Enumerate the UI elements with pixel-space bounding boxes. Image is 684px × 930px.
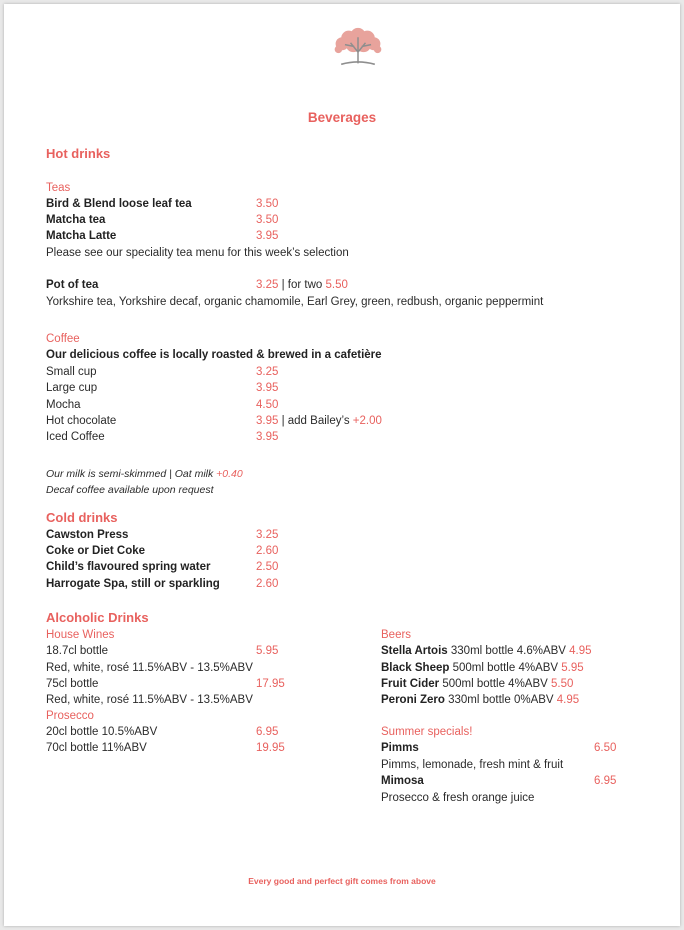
teas-heading: Teas bbox=[46, 182, 71, 194]
menu-item-price: 3.95 bbox=[256, 230, 279, 242]
menu-item-price: 19.95 bbox=[256, 742, 285, 754]
page-title: Beverages bbox=[307, 110, 377, 125]
menu-item-price: 6.95 bbox=[256, 726, 279, 738]
summer-specials-heading: Summer specials! bbox=[381, 726, 473, 738]
pimms-description: Pimms, lemonade, fresh mint & fruit bbox=[381, 759, 564, 771]
beer-detail: 500ml bottle 4%ABV bbox=[449, 662, 562, 674]
menu-item-name: Fruit Cider bbox=[381, 678, 440, 690]
coffee-heading: Coffee bbox=[46, 333, 80, 345]
menu-item-name: Iced Coffee bbox=[46, 431, 105, 443]
house-wines-heading: House Wines bbox=[46, 629, 115, 641]
menu-page bbox=[4, 4, 680, 926]
oat-milk-price: +0.40 bbox=[216, 468, 243, 480]
menu-item-price: 3.25 bbox=[256, 529, 279, 541]
mimosa-description: Prosecco & fresh orange juice bbox=[381, 792, 535, 804]
menu-item-price: 3.95 bbox=[256, 415, 279, 427]
menu-item-price: 2.60 bbox=[256, 578, 279, 590]
menu-item-name: Coke or Diet Coke bbox=[46, 545, 146, 557]
menu-item-name: Bird & Blend loose leaf tea bbox=[46, 198, 192, 210]
menu-item-price: 5.50 bbox=[551, 678, 574, 690]
menu-item-price: 2.60 bbox=[256, 545, 279, 557]
beer-row bbox=[381, 661, 584, 675]
wine-description: Red, white, rosé 11.5%ABV - 13.5%ABV bbox=[46, 694, 253, 706]
menu-item-name: Matcha tea bbox=[46, 214, 106, 226]
menu-item-name: Large cup bbox=[46, 382, 98, 394]
menu-item-price: 5.95 bbox=[561, 662, 584, 674]
beer-detail: 330ml bottle 4.6%ABV bbox=[447, 645, 570, 657]
menu-item-name: 20cl bottle 10.5%ABV bbox=[46, 726, 158, 738]
menu-item-name: Peroni Zero bbox=[381, 694, 445, 706]
beer-row bbox=[381, 677, 573, 691]
decaf-note: Decaf coffee available upon request bbox=[46, 484, 214, 496]
menu-item-name: Harrogate Spa, still or sparkling bbox=[46, 578, 220, 590]
coffee-subheading: Our delicious coffee is locally roasted & brewed in a cafetière bbox=[46, 349, 382, 361]
menu-item-price: 3.25 bbox=[256, 279, 279, 291]
baileys-price: +2.00 bbox=[352, 415, 382, 427]
footer-tagline: Every good and perfect gift comes from above bbox=[248, 876, 436, 886]
baileys-label: | add Bailey’s bbox=[278, 415, 353, 427]
milk-note bbox=[46, 467, 243, 481]
menu-item-name: Hot chocolate bbox=[46, 415, 117, 427]
menu-item-price: 3.95 bbox=[256, 431, 279, 443]
menu-item-name: Stella Artois bbox=[381, 645, 448, 657]
menu-item-price: 4.95 bbox=[569, 645, 592, 657]
hot-drinks-heading: Hot drinks bbox=[46, 146, 111, 161]
menu-item-name: Mocha bbox=[46, 399, 81, 411]
menu-item-price: 3.50 bbox=[256, 214, 279, 226]
menu-item-name: Small cup bbox=[46, 366, 97, 378]
menu-item-price: 4.95 bbox=[556, 694, 580, 706]
menu-item-price: 6.95 bbox=[594, 775, 617, 787]
menu-item-name: 18.7cl bottle bbox=[46, 645, 109, 657]
tea-note: Please see our speciality tea menu for this week’s selection bbox=[46, 247, 349, 259]
prosecco-heading: Prosecco bbox=[46, 710, 94, 722]
tree-icon bbox=[330, 26, 386, 68]
menu-item-price: 5.95 bbox=[256, 645, 279, 657]
menu-item-price: 3.50 bbox=[256, 198, 279, 210]
menu-item-price: 17.95 bbox=[256, 678, 285, 690]
beer-detail: 500ml bottle 4%ABV bbox=[439, 678, 552, 690]
cold-drinks-heading: Cold drinks bbox=[46, 510, 118, 525]
milk-note-text: Our milk is semi-skimmed | Oat milk bbox=[46, 468, 217, 480]
beer-row bbox=[381, 693, 579, 707]
menu-item-price: 4.50 bbox=[256, 399, 279, 411]
menu-item-price: 6.50 bbox=[594, 742, 617, 754]
menu-item-price: 3.95 bbox=[256, 382, 279, 394]
menu-item-name: Black Sheep bbox=[381, 662, 450, 674]
for-two-label: | for two bbox=[278, 279, 326, 291]
menu-item-name: Mimosa bbox=[381, 775, 424, 787]
alcoholic-heading: Alcoholic Drinks bbox=[46, 610, 149, 625]
for-two-price: 5.50 bbox=[325, 279, 348, 291]
hot-chocolate-price-line bbox=[256, 414, 382, 428]
menu-item-name: Pot of tea bbox=[46, 279, 99, 291]
menu-item-name: Child’s flavoured spring water bbox=[46, 561, 211, 573]
beer-row bbox=[381, 644, 592, 658]
beers-heading: Beers bbox=[381, 629, 412, 641]
menu-item-name: Matcha Latte bbox=[46, 230, 117, 242]
menu-item-name: Cawston Press bbox=[46, 529, 129, 541]
menu-item-price: 3.25 bbox=[256, 366, 279, 378]
menu-item-name: 70cl bottle 11%ABV bbox=[46, 742, 147, 754]
menu-item-name: Pimms bbox=[381, 742, 419, 754]
menu-item-name: 75cl bottle bbox=[46, 678, 99, 690]
wine-description: Red, white, rosé 11.5%ABV - 13.5%ABV bbox=[46, 662, 253, 674]
pot-price-line bbox=[256, 278, 348, 292]
beer-detail: 330ml bottle 0%ABV bbox=[444, 694, 557, 706]
menu-item-price: 2.50 bbox=[256, 561, 279, 573]
pot-description: Yorkshire tea, Yorkshire decaf, organic chamomile, Earl Grey, green, redbush, organic peppermint bbox=[46, 296, 544, 308]
